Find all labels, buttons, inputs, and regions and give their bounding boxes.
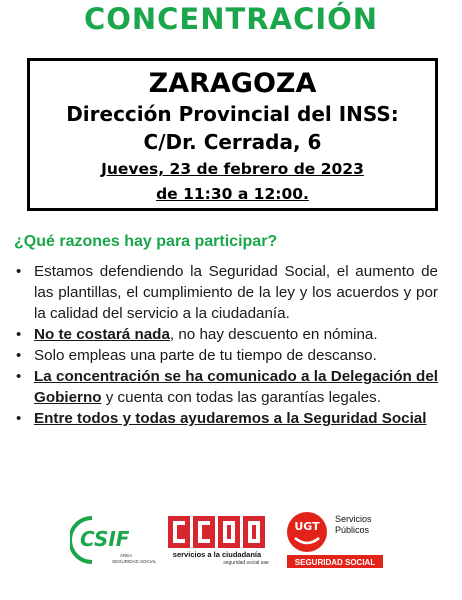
reasons-list <box>14 261 438 429</box>
bullet-icon: • <box>16 347 22 364</box>
event-office: Dirección Provincial del INSS: <box>66 102 399 126</box>
list-item <box>14 345 438 366</box>
csif-logo <box>70 510 160 570</box>
ugt-sub1: Servicios <box>335 514 372 524</box>
bullet-icon: • <box>16 410 22 427</box>
ugt-sub2: Públicos <box>335 525 370 535</box>
event-address: C/Dr. Cerrada, 6 <box>143 130 322 154</box>
bullet-icon: • <box>16 368 22 385</box>
reason-emphasis: No te costará nada <box>34 326 170 343</box>
ccoo-logo <box>166 512 270 568</box>
list-item <box>14 408 438 429</box>
bullet-icon: • <box>16 263 22 280</box>
reason-text: y cuenta con todas las garantías legales. <box>101 389 381 406</box>
list-item <box>14 366 438 408</box>
reason-text: , no hay descuento en nómina. <box>169 326 378 343</box>
reason-emphasis: La concentración se ha comunicado a la Delegación del Gobierno <box>34 368 438 406</box>
event-time: de 11:30 a 12:00. <box>156 185 309 203</box>
reason-emphasis: Entre todos y todas ayudaremos a la Seguridad Social <box>34 410 427 427</box>
csif-sub2: SEGURIDAD SOCIAL <box>112 559 157 564</box>
headline: CONCENTRACIÓN <box>83 2 379 36</box>
list-item <box>14 261 438 324</box>
reason-text: Solo empleas una parte de tu tiempo de descanso. <box>34 347 377 364</box>
event-city: ZARAGOZA <box>148 68 317 99</box>
reasons-question: ¿Qué razones hay para participar? <box>14 233 278 250</box>
ccoo-sub1: servicios a la ciudadanía <box>172 550 262 559</box>
ugt-logo <box>285 504 385 572</box>
reason-text: Estamos defendiendo la Seguridad Social, el aumento de las plantillas, el cumplimiento de la ley y los acuerdos y por la calidad del servicio a la ciudadanía. <box>34 263 438 322</box>
event-date: Jueves, 23 de febrero de 2023 <box>101 160 364 178</box>
csif-name: CSIF <box>80 527 130 551</box>
ccoo-sub2: seguridad social sae <box>223 560 269 566</box>
union-logos <box>0 500 462 580</box>
event-details-box <box>27 58 438 211</box>
csif-sub1: ÁREA <box>120 553 133 558</box>
list-item <box>14 324 438 345</box>
bullet-icon: • <box>16 326 22 343</box>
ugt-name: UGT <box>294 520 320 533</box>
ugt-band: SEGURIDAD SOCIAL <box>294 558 376 567</box>
